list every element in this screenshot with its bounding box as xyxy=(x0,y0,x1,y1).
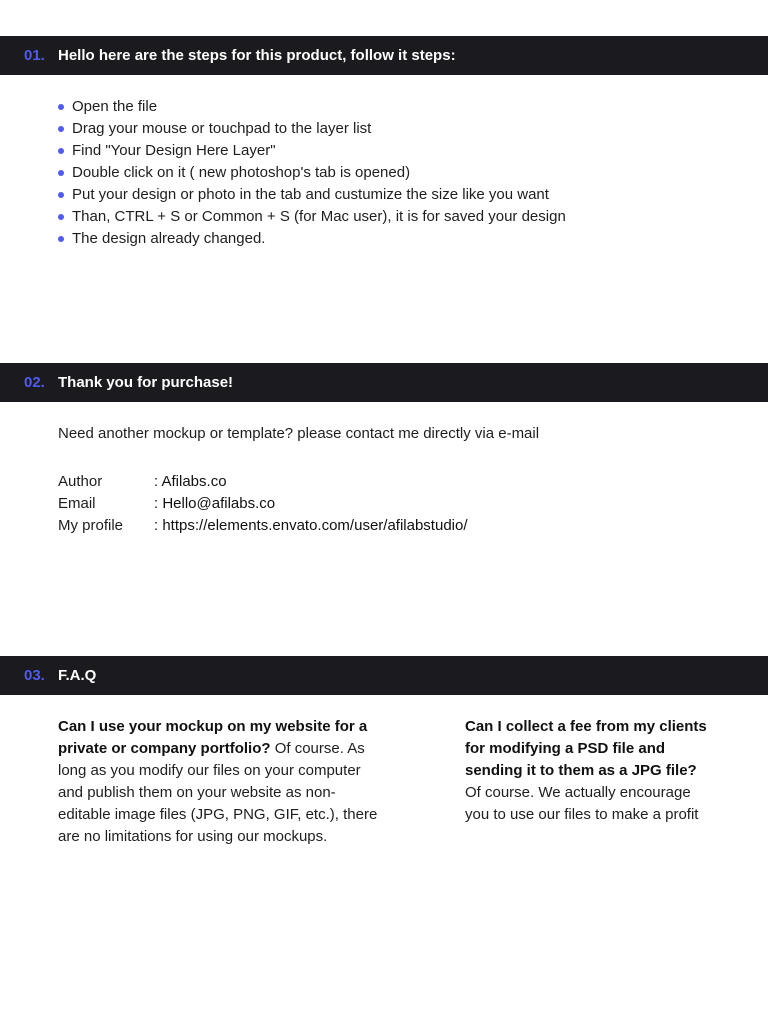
contact-info xyxy=(58,471,468,537)
list-item: Find "Your Design Here Layer" xyxy=(58,140,566,162)
list-item: Than, CTRL + S or Common + S (for Mac user), it is for saved your design xyxy=(58,206,566,228)
list-item: Put your design or photo in the tab and custumize the size like you want xyxy=(58,184,566,206)
info-row-profile xyxy=(58,515,468,537)
faq-question: Can I use your mockup on my website for a private or company portfolio? xyxy=(58,718,368,757)
section-title: F.A.Q xyxy=(58,667,97,684)
faq-item xyxy=(465,716,715,826)
info-label: My profile xyxy=(58,517,124,534)
faq-answer: Of course. We actually encourage you to use our files to make a profit xyxy=(465,784,699,823)
section-number: 02. xyxy=(24,374,45,391)
section-header-thanks xyxy=(0,363,768,402)
profile-link[interactable]: : https://elements.envato.com/user/afilabstudio/ xyxy=(154,517,468,534)
info-row-author xyxy=(58,471,468,493)
list-item: Double click on it ( new photoshop's tab is opened) xyxy=(58,162,566,184)
faq-question: Can I collect a fee from my clients for modifying a PSD file and sending it to them as a JPG file? xyxy=(465,718,707,779)
contact-intro: Need another mockup or template? please contact me directly via e-mail xyxy=(58,425,540,442)
info-value: : Afilabs.co xyxy=(154,473,227,490)
info-label: Author xyxy=(58,473,103,490)
section-header-faq xyxy=(0,656,768,695)
list-item: Drag your mouse or touchpad to the layer list xyxy=(58,118,566,140)
info-label: Email xyxy=(58,495,96,512)
info-row-email xyxy=(58,493,468,515)
list-item: Open the file xyxy=(58,96,566,118)
list-item: The design already changed. xyxy=(58,228,566,250)
section-title: Hello here are the steps for this product, follow it steps: xyxy=(58,47,456,64)
section-header-steps xyxy=(0,36,768,75)
section-title: Thank you for purchase! xyxy=(58,374,234,391)
info-value[interactable]: : Hello@afilabs.co xyxy=(154,495,276,512)
section-number: 01. xyxy=(24,47,45,64)
steps-list xyxy=(58,96,566,250)
faq-answer: Of course. As long as you modify our files on your computer and publish them on your website as non-editable image files (JPG, PNG, GIF, etc.), there are no limitations for using our mockups. xyxy=(58,740,378,845)
section-number: 03. xyxy=(24,667,45,684)
faq-item xyxy=(58,716,378,848)
